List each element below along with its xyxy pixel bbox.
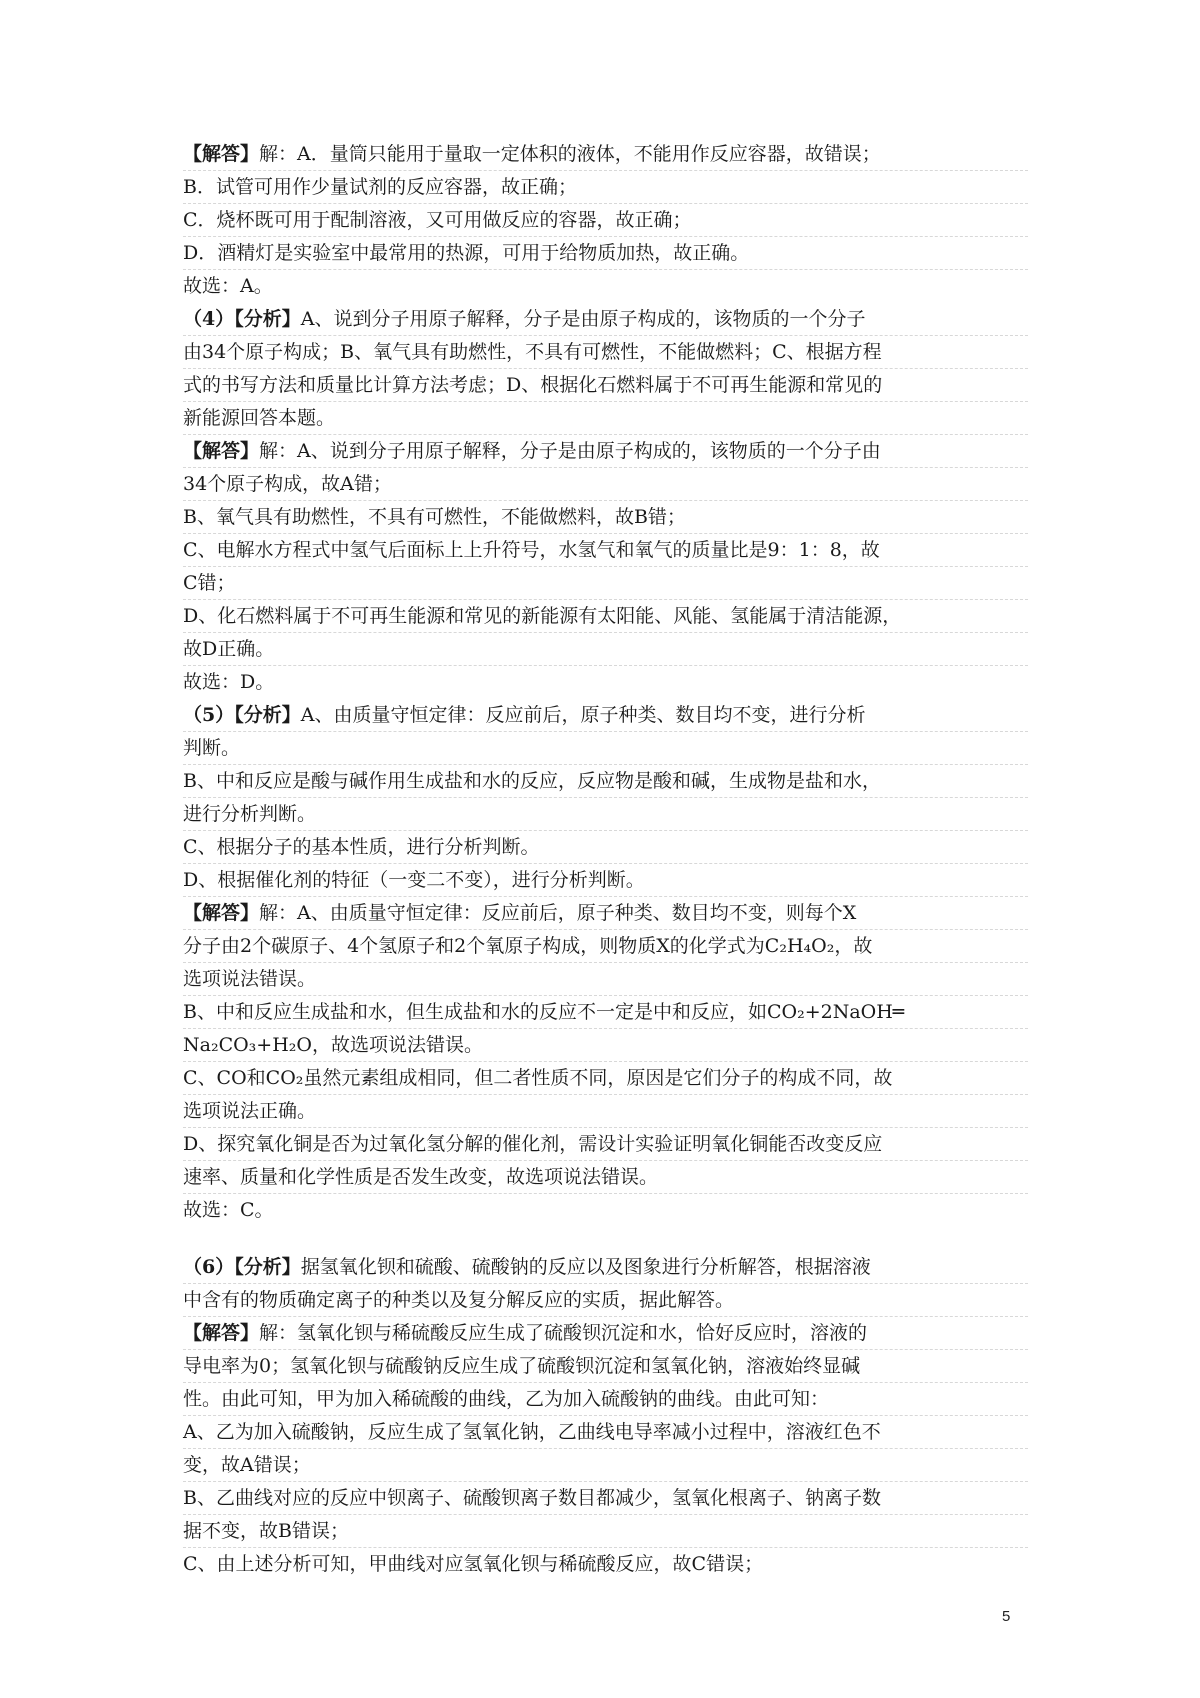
line-text: C、由上述分析可知，甲曲线对应氢氧化钡与稀硫酸反应，故C错误； [183, 1553, 764, 1575]
line-text: 式的书写方法和质量比计算方法考虑；D、根据化石燃料属于不可再生能源和常见的 [183, 374, 883, 396]
line-text: D．酒精灯是实验室中最常用的热源，可用于给物质加热，故正确。 [183, 242, 750, 264]
text-line [183, 1029, 1028, 1062]
answer-tag: 【解答】 [183, 902, 260, 924]
line-text: B、中和反应是酸与碱作用生成盐和水的反应，反应物是酸和碱，生成物是盐和水， [183, 770, 881, 792]
text-line [183, 996, 1028, 1029]
line-text: C、根据分子的基本性质，进行分析判断。 [183, 836, 540, 858]
answer-tag: 【解答】 [183, 1322, 260, 1344]
text-line [183, 336, 1028, 369]
text-line [183, 567, 1028, 600]
text-line [183, 270, 1028, 303]
text-line [183, 699, 1028, 732]
line-text: C、CO和CO₂虽然元素组成相同，但二者性质不同，原因是它们分子的构成不同，故 [183, 1067, 893, 1089]
line-text: 故选：C。 [183, 1199, 274, 1221]
line-text: 故D正确。 [183, 638, 275, 660]
text-line [183, 1284, 1028, 1317]
document-body [183, 138, 1028, 1581]
text-line [183, 1062, 1028, 1095]
line-text: B、乙曲线对应的反应中钡离子、硫酸钡离子数目都减少，氢氧化根离子、钠离子数 [183, 1487, 881, 1509]
line-text: 性。由此可知，甲为加入稀硫酸的曲线，乙为加入硫酸钠的曲线。由此可知： [183, 1388, 830, 1410]
text-line [183, 1128, 1028, 1161]
line-text: 解：A、由质量守恒定律：反应前后，原子种类、数目均不变，则每个X [259, 902, 857, 924]
text-line [183, 534, 1028, 567]
line-text: Na₂CO₃+H₂O，故选项说法错误。 [183, 1034, 483, 1056]
text-line [183, 831, 1028, 864]
text-line [183, 1482, 1028, 1515]
text-line [183, 1194, 1028, 1227]
line-text: A、说到分子用原子解释，分子是由原子构成的，该物质的一个分子 [300, 308, 866, 330]
text-line [183, 765, 1028, 798]
text-line [183, 303, 1028, 336]
page-number: 5 [1002, 1608, 1011, 1625]
line-text: C、电解水方程式中氢气后面标上上升符号，水氢气和氧气的质量比是9：1：8，故 [183, 539, 880, 561]
line-text: A、乙为加入硫酸钠，反应生成了氢氧化钠，乙曲线电导率减小过程中，溶液红色不 [183, 1421, 881, 1443]
line-text: 故选：A。 [183, 275, 273, 297]
text-line [183, 369, 1028, 402]
line-text: 变，故A错误； [183, 1454, 311, 1476]
line-text: 进行分析判断。 [183, 803, 317, 825]
analysis-tag: （5）【分析】 [183, 704, 301, 726]
line-text: 选项说法错误。 [183, 968, 317, 990]
line-text: 判断。 [183, 737, 241, 759]
text-line [183, 963, 1028, 996]
line-text: 中含有的物质确定离子的种类以及复分解反应的实质，据此解答。 [183, 1289, 735, 1311]
analysis-tag: （4）【分析】 [183, 308, 301, 330]
text-line [183, 501, 1028, 534]
line-text: 解：A、说到分子用原子解释，分子是由原子构成的，该物质的一个分子由 [259, 440, 881, 462]
paragraph-gap [183, 1227, 1028, 1251]
answer-tag: 【解答】 [183, 440, 260, 462]
line-text: B．试管可用作少量试剂的反应容器，故正确； [183, 176, 577, 198]
text-line [183, 798, 1028, 831]
line-text: 据不变，故B错误； [183, 1520, 349, 1542]
text-line [183, 468, 1028, 501]
line-text: D、探究氧化铜是否为过氧化氢分解的催化剂，需设计实验证明氧化铜能否改变反应 [183, 1133, 883, 1155]
text-line [183, 666, 1028, 699]
text-line [183, 402, 1028, 435]
text-line [183, 897, 1028, 930]
answer-tag: 【解答】 [183, 143, 260, 165]
line-text: 速率、质量和化学性质是否发生改变，故选项说法错误。 [183, 1166, 659, 1188]
line-text: B、中和反应生成盐和水，但生成盐和水的反应不一定是中和反应，如CO₂+2NaOH═ [183, 1001, 905, 1023]
line-text: D、化石燃料属于不可再生能源和常见的新能源有太阳能、风能、氢能属于清洁能源， [183, 605, 902, 627]
text-line [183, 204, 1028, 237]
line-text: A、由质量守恒定律：反应前后，原子种类、数目均不变，进行分析 [300, 704, 866, 726]
text-line [183, 1449, 1028, 1482]
text-line [183, 864, 1028, 897]
line-text: 34个原子构成，故A错； [183, 473, 392, 495]
text-line [183, 1095, 1028, 1128]
text-line [183, 1548, 1028, 1581]
text-line [183, 237, 1028, 270]
line-text: D、根据催化剂的特征（一变二不变），进行分析判断。 [183, 869, 645, 891]
line-text: 解：氢氧化钡与稀硫酸反应生成了硫酸钡沉淀和水，恰好反应时，溶液的 [259, 1322, 868, 1344]
line-text: C错； [183, 572, 236, 594]
text-line [183, 1161, 1028, 1194]
text-line [183, 435, 1028, 468]
text-line [183, 138, 1028, 171]
text-line [183, 1383, 1028, 1416]
line-text: 分子由2个碳原子、4个氢原子和2个氧原子构成，则物质X的化学式为C₂H₄O₂，故 [183, 935, 873, 957]
line-text: 据氢氧化钡和硫酸、硫酸钠的反应以及图象进行分析解答，根据溶液 [300, 1256, 871, 1278]
text-line [183, 1416, 1028, 1449]
line-text: B、氧气具有助燃性，不具有可燃性，不能做燃料，故B错； [183, 506, 686, 528]
line-text: 选项说法正确。 [183, 1100, 317, 1122]
text-line [183, 600, 1028, 633]
text-line [183, 1251, 1028, 1284]
line-text: 解：A．量筒只能用于量取一定体积的液体，不能用作反应容器，故错误； [259, 143, 881, 165]
text-line [183, 1515, 1028, 1548]
text-line [183, 930, 1028, 963]
text-line [183, 1350, 1028, 1383]
line-text: 导电率为0；氢氧化钡与硫酸钠反应生成了硫酸钡沉淀和氢氧化钠，溶液始终显碱 [183, 1355, 861, 1377]
analysis-tag: （6）【分析】 [183, 1256, 301, 1278]
line-text: 新能源回答本题。 [183, 407, 336, 429]
line-text: C．烧杯既可用于配制溶液，又可用做反应的容器，故正确； [183, 209, 692, 231]
text-line [183, 732, 1028, 765]
line-text: 故选：D。 [183, 671, 275, 693]
text-line [183, 1317, 1028, 1350]
text-line [183, 633, 1028, 666]
text-line [183, 171, 1028, 204]
line-text: 由34个原子构成；B、氧气具有助燃性，不具有可燃性，不能做燃料；C、根据方程 [183, 341, 882, 363]
